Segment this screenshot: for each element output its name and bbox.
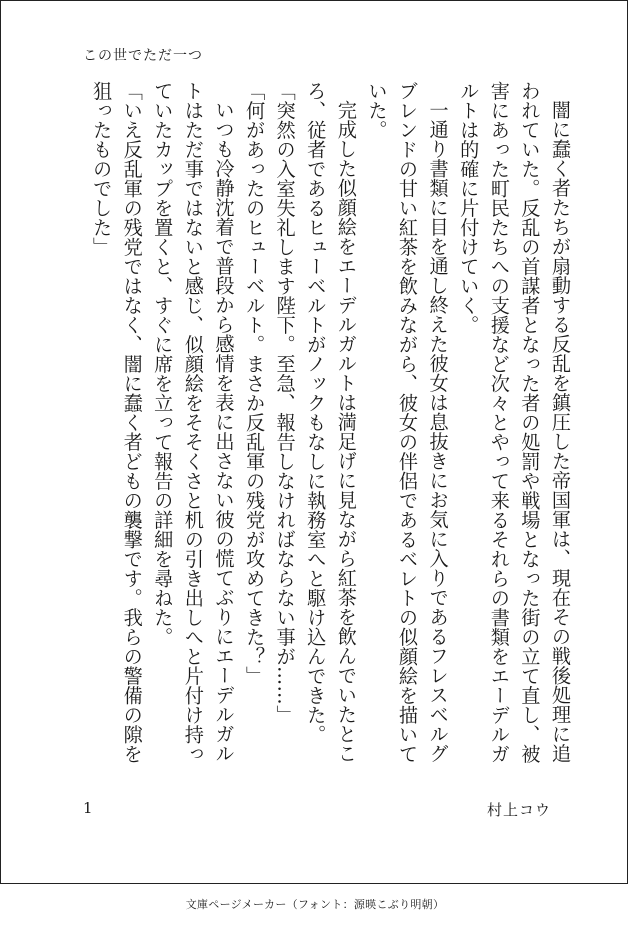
paragraph: 一通り書類に目を通し終えた彼女は息抜きにお気に入りであるフレスベルグブレンドの甘い紅茶を飲みながら、彼女の伴侶であるベレトの似顔絵を描いていた。 [365, 81, 450, 764]
vertical-body-text [75, 81, 575, 771]
page-number: 1 [83, 799, 93, 817]
generator-credit: 文庫ページメーカー（フォント：源暎こぶり明朝） [185, 898, 445, 911]
author-name: 村上コウ [486, 801, 551, 819]
paragraph: 闇に蠢く者たちが扇動する反乱を鎮圧した帝国軍は、現在その戦後処理に追われていた。反乱の首謀者となった者の処罰や戦場となった街の立て直し、被害にあった町民たちへの支援など次々とやって来るそれらの書類をエーデルガルトは的確に片付けていく。 [457, 81, 572, 764]
dialogue-paragraph: 「突然の入室失礼します陛下。至急、報告しなければならない事が……」 [273, 81, 297, 725]
dialogue-paragraph: 「いえ反乱軍の残党ではなく、闇に蠢く者どもの襲撃です。我らの警備の隙を狙ったものでした」 [90, 81, 144, 764]
paragraph: 完成した似顔絵をエーデルガルトは満足げに見ながら紅茶を飲んでいたところ、従者であるヒューベルトがノックもなしに執務室へと駆け込んできた。 [304, 81, 358, 764]
paragraph: いつも冷静沈着で普段から感情を表に出さない彼の慌てぶりにエーデルガルトはただ事ではないと感じ、似顔絵をそそくさと机の引き出しへと片付け持っていたカップを置くと、すぐに席を立って報告の詳細を尋ねた。 [151, 81, 236, 764]
running-title: この世でただ一つ [83, 48, 203, 64]
dialogue-paragraph: 「何があったのヒューベルト。まさか反乱軍の残党が攻めてきた？」 [243, 81, 267, 686]
